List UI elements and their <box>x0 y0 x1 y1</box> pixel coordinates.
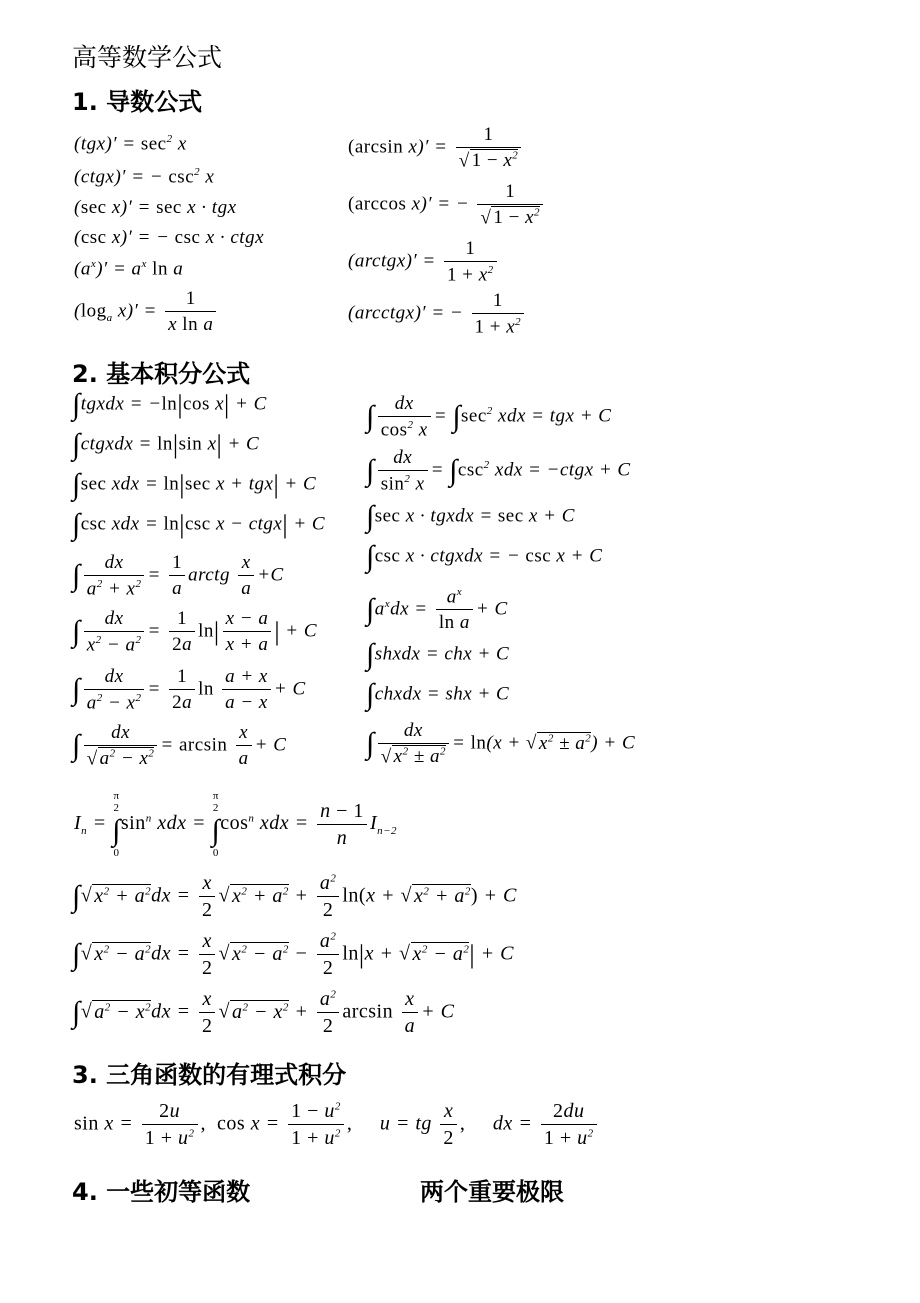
document-title: 高等数学公式 <box>72 45 223 72</box>
section-heading-trig-rational: 3. 三角函数的有理式积分 <box>72 1061 347 1089</box>
formula-deriv-arccot: (arcctgx)′ = − $\frac{1}{1 + x^2}$ <box>348 290 527 338</box>
formula-int-log-sqrt: ∫ $\frac{dx}{√ x^2 \pm a^2}$ = ln(x + √ $x^2 \pm a^2) + C$ <box>366 720 636 768</box>
formula-deriv-sec: (sec x)′ = sec x · tgx <box>74 197 237 218</box>
formula-int-sec-tan: ∫sec x · tgxdx = sec x + C <box>366 500 575 533</box>
formula-deriv-tan: $(tgx)' = \sec^2 x$ <box>74 133 187 155</box>
formula-wallis: $I_n = \pi$ 2 ∫ $0\sin^n$ xdx = π 2 ∫ $0\cos^n$ xdx = $\frac{n - 1}{n}$ $I_{n-2}$ <box>74 790 398 860</box>
formula-int-sec: ∫sec xdx = ln|sec x + tgx| + C <box>72 468 317 501</box>
formula-deriv-csc: (csc x)′ = − csc x · ctgx <box>74 227 265 248</box>
formula-int-cosh: ∫chxdx = shx + C <box>366 678 510 711</box>
formula-deriv-arcsin: (arcsin x)′ = $\frac{1}{√ 1 - x^2}$ <box>348 124 524 172</box>
formula-int-csc: ∫csc xdx = ln|csc x − ctgx| + C <box>72 508 326 541</box>
formula-weierstrass: sin x = $\frac{2u}{1 + u^2}$ , cos x = $\frac{1 - u^2}{1 + u^2}$ , u = tg $\frac{x}{2}$ , dx = $\frac{2du}{1 + u^2}$ <box>74 1100 600 1150</box>
formula-int-arcsin: ∫ $\frac{dx}{√ a^2 - x^2}$ = arcsin $\frac{x}{a}$ + C <box>72 722 287 770</box>
formula-int-exp: $\int a^xdx$ = $\frac{a^x}{\text{ln a}}$ + C <box>366 586 508 634</box>
formula-int-log-x-minus-a: ∫ $\frac{dx}{x^2 - a^2}$ = $\frac{1}{2a}$ ln| $\frac{x - a}{x + a}$ | + C <box>72 608 318 656</box>
formula-int-sinh: ∫shxdx = chx + C <box>366 638 510 671</box>
formula-int-sqrt-x2-plus-a2: ∫√ $x^2 + a^2dx$ = $\frac{x}{2}$ √ $x^2 + a^2$ + $\frac{a^2}{2}$ ln(x + √ $x^2 + a^2) + C$ <box>72 872 517 921</box>
formula-deriv-log: ($\log_a$ x)′ = $\frac{1}{\text{x ln a}}$ <box>74 288 219 336</box>
formula-int-csc-squared: ∫ $\frac{dx}{\sin^2 x}$ = $\int\csc^2$ xdx = −ctgx + C <box>366 447 631 495</box>
section-heading-elementary-functions: 4. 一些初等函数 <box>72 1178 251 1206</box>
formula-deriv-arctan: (arctgx)′ = $\frac{1}{1 + x^2}$ <box>348 238 500 286</box>
formula-int-sqrt-x2-minus-a2: ∫√ $x^2 - a^2dx$ = $\frac{x}{2}$ √ $x^2 - a^2$ − $\frac{a^2}{2}$ ln|x + √ $x^2 - a^2| + C$ <box>72 930 514 979</box>
section-heading-integrals: 2. 基本积分公式 <box>72 360 251 388</box>
formula-int-cot: ∫ctgxdx = ln|sin x| + C <box>72 428 260 461</box>
formula-deriv-exp: $(a^x)' = a^x$ ln a <box>74 258 184 280</box>
formula-deriv-arccos: (arccos x)′ = − $\frac{1}{√ 1 - x^2}$ <box>348 181 546 229</box>
section-heading-important-limits: 两个重要极限 <box>420 1178 564 1206</box>
formula-int-sqrt-a2-minus-x2: ∫√ $a^2 - x^2dx$ = $\frac{x}{2}$ √ $a^2 - x^2$ + $\frac{a^2}{2}$ arcsin $\frac{x}{a}$ + C <box>72 988 455 1037</box>
formula-int-arctan: ∫ $\frac{dx}{a^2 + x^2}$ = $\frac{1}{a}$ arctg $\frac{x}{a}$ +C <box>72 552 284 600</box>
section-heading-derivatives: 1. 导数公式 <box>72 88 203 116</box>
formula-int-sec-squared: ∫ $\frac{dx}{\cos^2 x}$ = $\int\sec^2$ xdx = tgx + C <box>366 393 612 441</box>
formula-int-log-a-plus-x: ∫ $\frac{dx}{a^2 - x^2}$ = $\frac{1}{2a}$ ln $\frac{a + x}{a - x}$ + C <box>72 666 306 714</box>
formula-deriv-cot: (ctgx)′ = − $\csc^2 x$ <box>74 166 215 188</box>
formula-int-csc-cot: ∫csc x · ctgxdx = − csc x + C <box>366 540 603 573</box>
formula-int-tan: ∫tgxdx = −ln|cos x| + C <box>72 388 267 421</box>
